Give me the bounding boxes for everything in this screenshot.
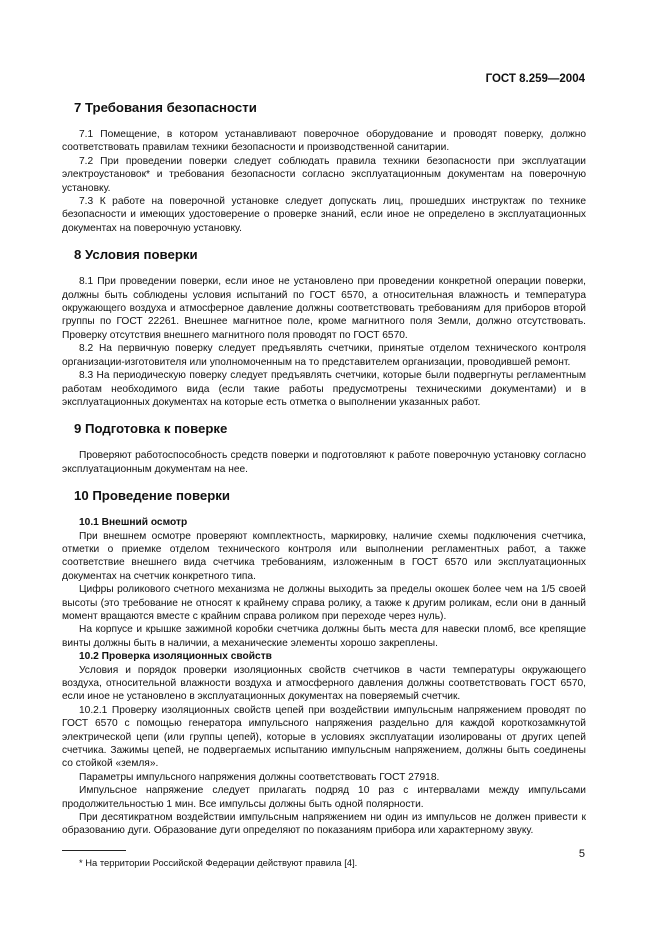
- paragraph: При десятикратном воздействии импульсным напряжением ни один из импульсов не должен привести к образованию дуги. Образование дуги определяют по показаниям прибора или характерному звуку.: [62, 812, 586, 837]
- footnote: * На территории Российской Федерации действуют правила [4].: [79, 856, 358, 868]
- paragraph: На корпусе и крышке зажимной коробки счетчика должны быть места для навески пломб, все крепящие винты должны быть в наличии, а механические элементы хорошо закреплены.: [62, 624, 586, 649]
- paragraph: Проверяют работоспособность средств поверки и подготовляют к работе поверочную установку согласно эксплуатационным документам на нее.: [62, 450, 586, 475]
- paragraph: 8.3 На периодическую поверку следует предъявлять счетчики, которые были подвергнуты регламентным работам необходимого вида (если такие работы предусмотрены техническими документами) и в эксплуатационных документах на которые есть отметка о выполнении указанных работ.: [62, 370, 586, 408]
- paragraph: 8.2 На первичную поверку следует предъявлять счетчики, принятые отделом технического контроля организации-изготовителя или уполномоченным на то представителем организации, проводившей ремонт.: [62, 343, 586, 368]
- section-7: [62, 100, 586, 235]
- paragraph: Условия и порядок проверки изоляционных свойств счетчиков в части температуры окружающего воздуха, относительной влажности воздуха и атмосферного давления должны соответствовать ГОСТ 6570, если иное не установлено в эксплуатационных документах на поверяемый счетчик.: [62, 664, 586, 703]
- footnote-divider: [62, 850, 126, 851]
- paragraph: 7.3 К работе на поверочной установке следует допускать лиц, прошедших инструктаж по технике безопасности и имеющих удостоверение о проверке знаний, если иное не определено в эксплуатационных документах на поверочную установку.: [62, 196, 586, 234]
- paragraph: При внешнем осмотре проверяют комплектность, маркировку, наличие схемы подключения счетчика, отметки о приемке отделом технического контроля или выполнении регламентных работ, а также соответствие внешнего вида счетчика требованиям, изложенным в ГОСТ 6570 или эксплуатационных документах на счетчик конкретного типа.: [62, 530, 586, 582]
- subsection-title: 10.1 Внешний осмотр: [79, 517, 188, 529]
- page-number: 5: [578, 848, 585, 860]
- paragraph: 7.1 Помещение, в котором устанавливают поверочное оборудование и проводят поверку, должно соответствовать правилам техники безопасности и производственной санитарии.: [62, 129, 586, 154]
- paragraph: 10.2.1 Проверку изоляционных свойств цепей при воздействии импульсным напряжением проводят по ГОСТ 6570 с помощью генератора импульсного напряжения раздельно для каждой короткозамкнутой электрической цепи (или группы цепей), которые в условиях эксплуатации изолированы от других цепей счетчика. Зажимы цепей, не подвергаемых испытанию импульсным напряжением, должны быть соединены со стойкой «земля».: [62, 704, 586, 770]
- document-header: ГОСТ 8.259—2004: [485, 73, 585, 85]
- subsection-title: 10.2 Проверка изоляционных свойств: [79, 651, 272, 663]
- section-title: 7 Требования безопасности: [74, 100, 257, 115]
- section-title: 8 Условия поверки: [74, 247, 198, 263]
- section-title: 10 Проведение поверки: [74, 488, 231, 504]
- paragraph: 7.2 При проведении поверки следует соблюдать правила техники безопасности при эксплуатации электроустановок* и требования безопасности согласно эксплуатационным документам на поверочную установку.: [62, 155, 586, 194]
- paragraph: Параметры импульсного напряжения должны соответствовать ГОСТ 27918.: [79, 771, 440, 783]
- page-content: [62, 100, 586, 869]
- paragraph: Цифры роликового счетного механизма не должны выходить за пределы окошек более чем на 1/5 своей высоты (это требование не относят к крайнему справа ролику, а также к другим роликам, если они в данный момент вращаются вместе с крайним справа роликом при переходе через нуль).: [62, 584, 586, 622]
- section-10: [62, 488, 586, 838]
- section-9: [62, 421, 586, 476]
- paragraph: Импульсное напряжение следует прилагать подряд 10 раз с интервалами между импульсами продолжительностью 1 мин. Все импульсы должны быть одной полярности.: [62, 785, 586, 810]
- section-8: [62, 247, 586, 409]
- section-title: 9 Подготовка к поверке: [74, 421, 228, 437]
- paragraph: 8.1 При проведении поверки, если иное не установлено при проведении конкретной операции поверки, должны быть соблюдены условия испытаний по ГОСТ 6570, а относительная влажность и температура окружающего воздуха и атмосферное давление должны соответствовать требованиям для приборов второй группы по ГОСТ 22261. Внешнее магнитное поле, кроме магнитного поля Земли, должно отсутствовать. Проверку отсутствия внешнего магнитного поля проводят по ГОСТ 6570.: [62, 276, 586, 341]
